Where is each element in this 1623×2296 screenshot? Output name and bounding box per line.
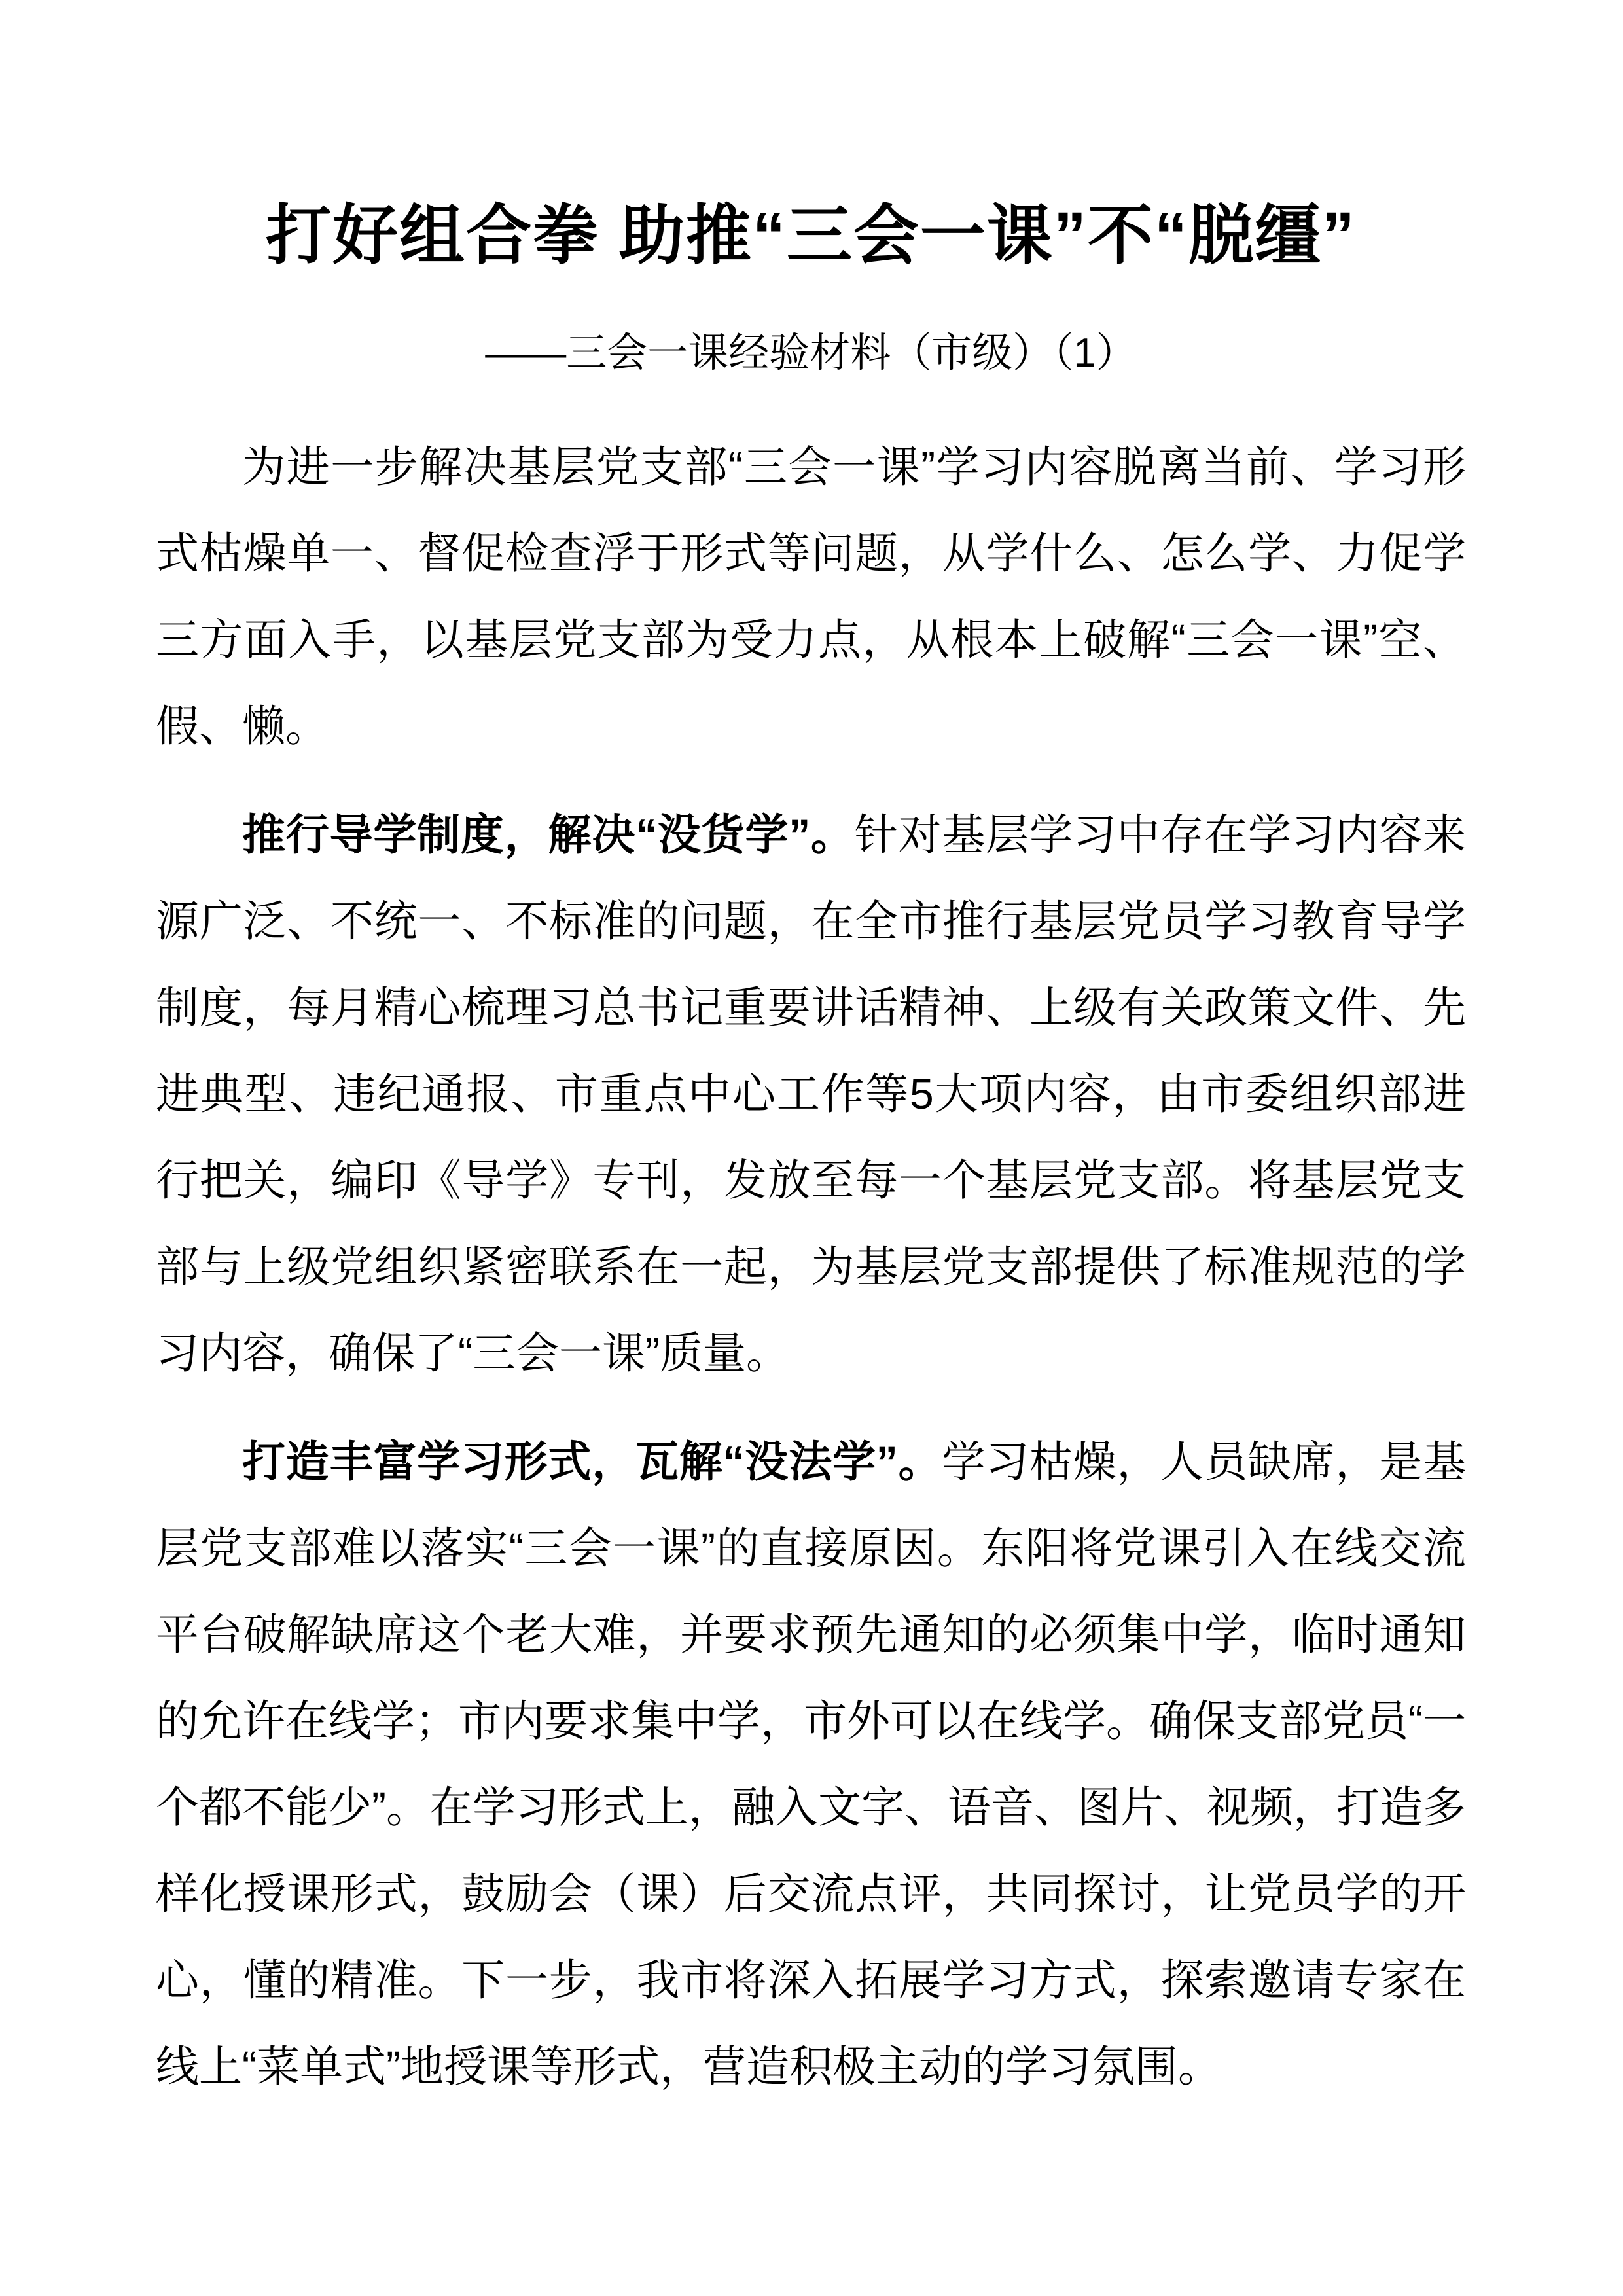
paragraph-intro bbox=[156, 423, 1466, 769]
paragraph-intro-text: 为进一步解决基层党支部“三会一课”学习内容脱离当前、学习形式枯燥单一、督促检查浮于形式等问题，从学什么、怎么学、力促学三方面入手，以基层党支部为受力点，从根本上破解“三会一课”空、假、懒。 bbox=[156, 442, 1466, 750]
document-subtitle: ——三会一课经验材料（市级）（1） bbox=[485, 331, 1137, 376]
paragraph-daoxue-text: 针对基层学习中存在学习内容来源广泛、不统一、不标准的问题，在全市推行基层党员学习教育导学制度，每月精心梳理习总书记重要讲话精神、上级有关政策文件、先进典型、违纪通报、市重点中心工作等5大项内容，由市委组织部进行把关，编印《导学》专刊，发放至每一个基层党支部。将基层党支部与上级党组织紧密联系在一起，为基层党支部提供了标准规范的学习内容，确保了“三会一课”质量。 bbox=[156, 810, 1467, 1377]
document-title: 打好组合拳 助推“三会一课”不“脱缰” bbox=[266, 199, 1356, 272]
paragraph-xingshi-text: 学习枯燥，人员缺席，是基层党支部难以落实“三会一课”的直接原因。东阳将党课引入在线交流平台破解缺席这个老大难，并要求预先通知的必须集中学，临时通知的允许在线学；市内要求集中学，市外可以在线学。确保支部党员“一个都不能少”。在学习形式上，融入文字、语音、图片、视频，打造多样化授课形式，鼓励会（课）后交流点评，共同探讨，让党员学的开心，懂的精准。下一步，我市将深入拓展学习方式，探索邀请专家在线上“菜单式”地授课等形式，营造积极主动的学习氛围。 bbox=[156, 1437, 1467, 2090]
paragraph-xingshi-lead: 打造丰富学习形式，瓦解“没法学”。 bbox=[242, 1437, 942, 1486]
paragraph-xingshi bbox=[156, 1418, 1466, 2109]
paragraph-daoxue-lead: 推行导学制度，解决“没货学”。 bbox=[242, 810, 855, 859]
paragraph-daoxue bbox=[156, 791, 1466, 1396]
